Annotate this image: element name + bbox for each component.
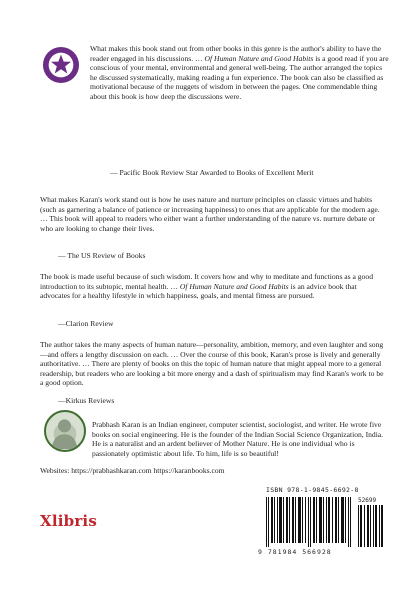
review-clarion: The book is made useful because of such wisdom. It covers how and why to meditate and functions as a good introduction to its subtopic, mental health. … Of Human Nature and Good Habits is an advice book that advocates for a healthy lifestyle in which happiness, goals, and mental fitness are pursued. xyxy=(40,272,373,300)
review-attribution-clarion: —Clarion Review xyxy=(58,319,114,328)
author-bio: Prabhash Karan is an Indian engineer, computer scientist, sociologist, and writer. He wrote five books on social engineering. He is the founder of the Indian Social Science Organization, India. He is a naturalist and an ardent believer of Mother Nature. He is one individual who is passionately optimistic about life. To him, life is so beautiful! xyxy=(92,420,384,458)
publisher-logo: Xlibris xyxy=(40,512,97,530)
price-code: 52699 xyxy=(358,497,377,504)
isbn-barcode xyxy=(256,488,386,558)
award-seal-icon xyxy=(42,46,80,84)
isbn-label: ISBN 978-1-9845-6692-8 xyxy=(266,486,359,494)
review-us-review-of-books: What makes Karan's work stand out is how he uses nature and nurture principles on classic virtues and habits (such as garnering a balance of patience or increasing happiness) to ones that are applicable for the modern age. … This book will appeal to readers who either want a further understanding of the nature vs. nurture debate or who are looking to change their lives. xyxy=(40,195,380,233)
barcode-bars-addon xyxy=(358,505,384,547)
award-seal-text xyxy=(0,0,1,1)
author-silhouette-icon xyxy=(46,412,83,449)
author-websites: Websites: https://prabhashkaran.com https://karanbooks.com xyxy=(40,466,225,475)
review-kirkus: The author takes the many aspects of human nature—personality, ambition, memory, and even laughter and song—and offers a lengthy discussion on each. … Over the course of this book, Karan's prose is lively and generally authoritative. … There are plenty of books on this the topic of human nature that might appeal more to a general readership, but readers who are looking a bit more energy and a dash of spiritualism may find Karan's work to be a good option. xyxy=(40,340,384,387)
review-pacific-book-review: What makes this book stand out from other books in this genre is the author's ability to have the reader engaged in his discussions. … Of Human Nature and Good Habits is a good read if you are conscious of your mental, environmental and general well-being. The author arranged the topics he discussed systematically, making reading a fun experience. The book can also be classified as motivational because of the nuggets of wisdom in between the pages. One commendable thing about this book is how deep the discussions were. xyxy=(90,44,389,101)
review-attribution-kirkus: —Kirkus Reviews xyxy=(58,396,115,405)
review-attribution-us-review: — The US Review of Books xyxy=(58,251,146,260)
author-photo xyxy=(44,410,86,452)
review-attribution-pacific: — Pacific Book Review Star Awarded to Books of Excellent Merit xyxy=(110,168,314,177)
barcode-digits: 9 781984 566928 xyxy=(258,548,332,556)
barcode-bars-main xyxy=(266,497,354,547)
